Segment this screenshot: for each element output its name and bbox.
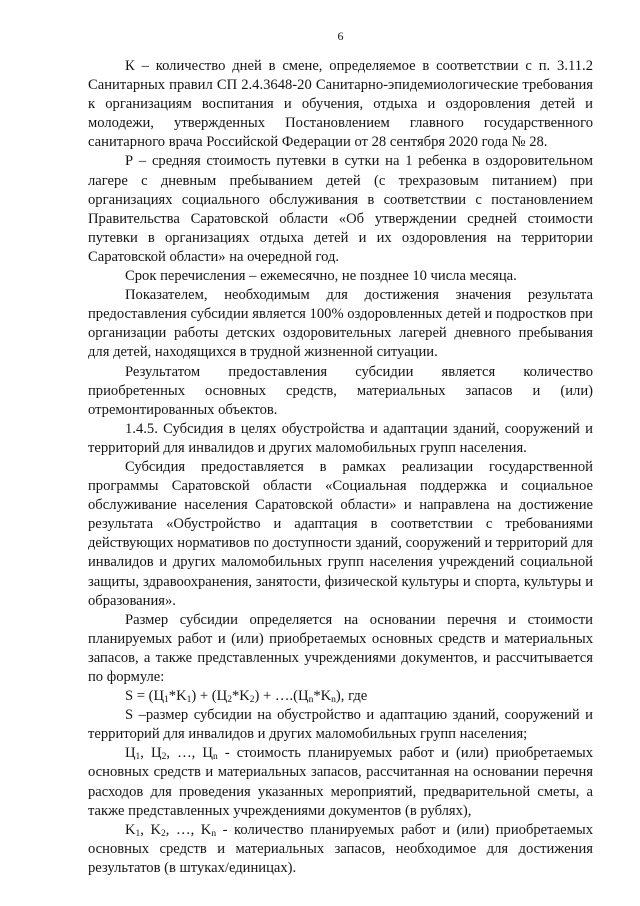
transfer-term-paragraph: Срок перечисления – ежемесячно, не позднее 10 числа месяца. xyxy=(125,268,517,285)
section-heading: 1.4.5. Субсидия в целях обустройства и адаптации зданий, сооружений и территорий для инвалидов и других маломобильных групп населения. xyxy=(88,420,593,456)
p-definition-paragraph: Р – средняя стоимость путевки в сутки на 1 ребенка в оздоровительном лагере с дневным пребыванием детей (с трехразовым питанием) при организациях социального обслуживания в соответствии с постановлением Правительства Саратовской области «Об утверждении средней стоимости путевки в организациях отдыха детей и их оздоровления на территории Саратовской области» на очередной год. xyxy=(88,153,593,265)
c-definition-paragraph: $Ц_1$, $Ц_2$, …, $Ц_n$ - стоимость планируемых работ и (или) приобретаемых основных средств и материальных запасов, рассчитанная на основании перечня расходов для проведения указанных мероприятий, предварительной сметы, а также представленных учреждениями документов (в рублях), xyxy=(88,745,593,819)
document-body xyxy=(88,57,593,878)
subsidy-formula: $S = (Ц_1*K_1) + (Ц_2*K_2)$ + $\dots.(Ц_n*K_n)$, где xyxy=(125,688,368,706)
s-definition-paragraph: S –размер субсидии на обустройство и адаптацию зданий, сооружений и территорий для инвалидов и других маломобильных групп населения; xyxy=(88,707,593,743)
page-number: 6 xyxy=(337,29,344,43)
subsidy-size-paragraph: Размер субсидии определяется на основании перечня и стоимости планируемых работ и (или) приобретаемых основных средств и материальных запасов, а также представленных учреждениями документов, и рассчитывается по формуле: xyxy=(88,611,593,685)
subsidy-purpose-paragraph: Субсидия предоставляется в рамках реализации государственной программы Саратовской области «Социальная поддержка и социальное обслуживание населения Саратовской области» и направлена на достижение результата «Обустройство и адаптация в соответствии с требованиями действующих нормативов по доступности зданий, сооружений и территорий для инвалидов и других маломобильных групп населения учреждений социальной защиты, здравоохранения, занятости, физической культуры и спорта, культуры и образования». xyxy=(88,458,593,609)
k-quantity-definition-paragraph: $K_1$, $K_2$, …, $K_n$ - количество планируемых работ и (или) приобретаемых основных средств и материальных запасов, необходимое для достижения результатов (в штуках/единицах). xyxy=(88,821,593,876)
indicator-paragraph: Показателем, необходимым для достижения значения результата предоставления субсидии является 100% оздоровленных детей и подростков при организации работы детских оздоровительных лагерей дневного пребывания для детей, находящихся в трудной жизненной ситуации. xyxy=(88,287,593,361)
document-page xyxy=(88,0,593,906)
result-paragraph: Результатом предоставления субсидии является количество приобретенных основных средств, материальных запасов и (или) отремонтированных объектов. xyxy=(88,363,593,418)
k-definition-paragraph: К – количество дней в смене, определяемое в соответствии с п. 3.11.2 Санитарных правил СП 2.4.3648-20 Санитарно-эпидемиологические требования к организациям воспитания и обучения, отдыха и оздоровления детей и молодежи, утвержденных Постановлением главного государственного санитарного врача Российской Федерации от 28 сентября 2020 года № 28. xyxy=(88,58,593,151)
